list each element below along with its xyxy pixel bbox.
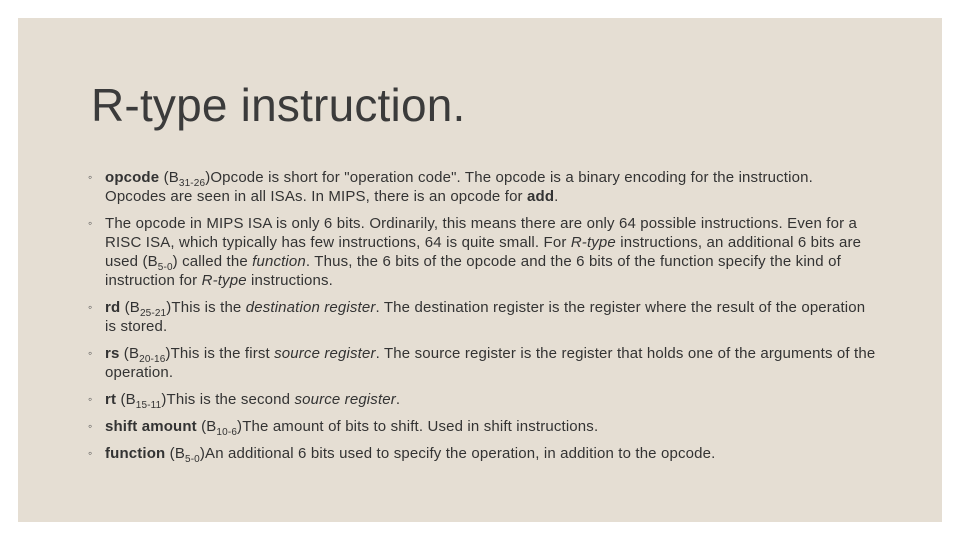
- bullet-opcode: [88, 168, 878, 206]
- term-opcode: opcode: [105, 169, 160, 186]
- bullet-text: The amount of bits to shift. Used in shift instructions.: [242, 418, 599, 435]
- bit-range-suffix: ): [166, 299, 172, 316]
- bit-range: 5-0: [157, 262, 173, 273]
- bullet-text: .: [395, 391, 401, 408]
- emphasis-text: destination register: [245, 299, 376, 316]
- bullet-text: This is the first: [170, 345, 275, 362]
- bit-range: 25-21: [139, 308, 167, 319]
- bullet-rs: [88, 344, 878, 382]
- bullet-text: An additional 6 bits used to specify the operation, in addition to the opcode.: [205, 445, 716, 462]
- bullet-text: .: [554, 188, 559, 205]
- bullet-text: . The source register is the register that holds one of the arguments of the operation.: [105, 345, 876, 381]
- bullet-opcode-size: [88, 214, 878, 290]
- term-rd: rd: [105, 299, 121, 316]
- bit-range-prefix: (B: [159, 169, 179, 186]
- bullet-text: Opcode is short for "operation code". The opcode is a binary encoding for the instruction. Opcodes are seen in all ISAs. In MIPS, there is an opcode for: [105, 169, 813, 205]
- bullet-text: . The destination register is the register where the result of the operation is stored.: [105, 299, 866, 335]
- bit-range: 5-0: [184, 454, 200, 465]
- bullet-list: [88, 168, 878, 471]
- bullet-icon: ◦: [88, 346, 93, 360]
- bullet-rd: [88, 298, 878, 336]
- bit-range-prefix: (B: [165, 445, 185, 462]
- bit-range-suffix: ): [161, 391, 167, 408]
- emphasis-text: function: [252, 253, 306, 270]
- bit-range: 20-16: [139, 354, 166, 365]
- bullet-text: . Thus, the 6 bits of the opcode and the 6 bits of the function specify the kind of instruction for: [105, 253, 841, 289]
- bit-range-suffix: ): [165, 345, 171, 362]
- bullet-text: instructions.: [246, 272, 334, 289]
- emphasis-text: source register: [294, 391, 396, 408]
- term-add: add: [527, 188, 555, 205]
- slide: [18, 18, 942, 522]
- bit-range-prefix: (B: [116, 391, 136, 408]
- term-rt: rt: [105, 391, 117, 408]
- bullet-text: instructions, an additional 6 bits are used (B: [105, 234, 862, 270]
- bullet-icon: ◦: [88, 216, 93, 230]
- bullet-text: This is the: [171, 299, 246, 316]
- bullet-icon: ◦: [88, 446, 93, 460]
- bullet-rt: [88, 390, 878, 409]
- bit-range-suffix: ): [237, 418, 243, 435]
- bit-range-suffix: ): [199, 445, 206, 462]
- bullet-text: This is the second: [166, 391, 295, 408]
- bit-range: 31-26: [178, 178, 206, 189]
- term-shift-amount: shift amount: [105, 418, 197, 435]
- bullet-icon: ◦: [88, 392, 93, 406]
- bullet-icon: ◦: [88, 419, 93, 433]
- bullet-text: ) called the: [172, 253, 253, 270]
- emphasis-text: R-type: [201, 272, 247, 289]
- bit-range-prefix: (B: [196, 418, 217, 435]
- bullet-shift-amount: [88, 417, 878, 436]
- bit-range-prefix: (B: [119, 345, 140, 362]
- bullet-icon: ◦: [88, 170, 93, 184]
- emphasis-text: source register: [274, 345, 376, 362]
- bullet-text: The opcode in MIPS ISA is only 6 bits. Ordinarily, this means there are only 64 possible instructions. Even for a RISC ISA, which typically has few instructions, 64 is quite small. For: [105, 215, 858, 251]
- bullet-icon: ◦: [88, 300, 93, 314]
- emphasis-text: R-type: [570, 234, 616, 251]
- bit-range-suffix: ): [205, 169, 211, 186]
- term-function: function: [105, 445, 166, 462]
- bit-range-prefix: (B: [120, 299, 140, 316]
- bit-range: 10-6: [216, 427, 238, 438]
- bullet-function: [88, 444, 878, 463]
- slide-title: R-type instruction.: [91, 79, 466, 131]
- term-rs: rs: [105, 345, 120, 362]
- bit-range: 15-11: [135, 400, 162, 411]
